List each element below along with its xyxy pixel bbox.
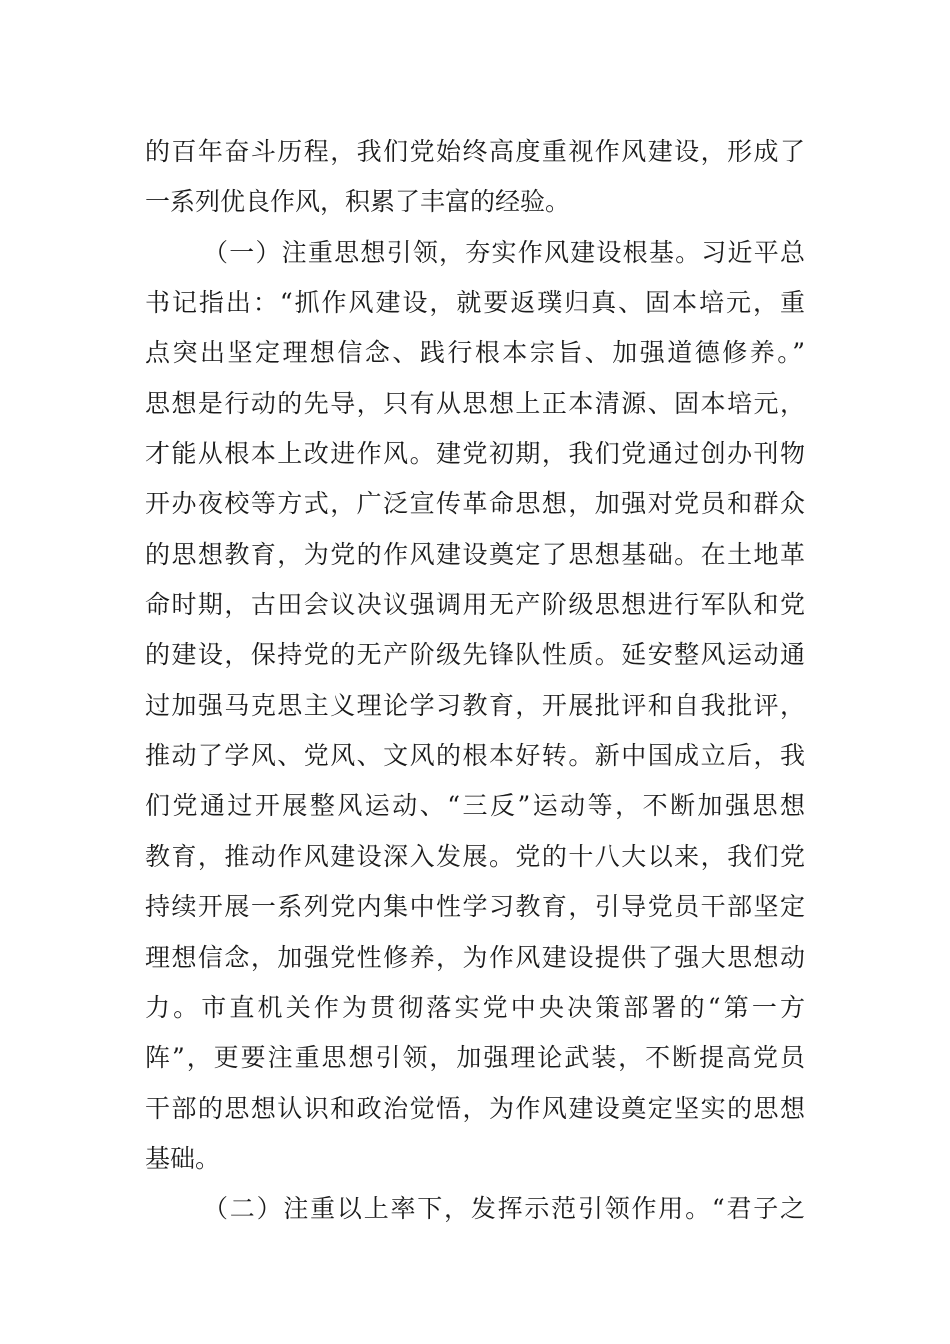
text-line: 的百年奋斗历程，我们党始终高度重视作风建设，形成了 xyxy=(145,137,805,166)
text-line: 们党通过开展整风运动、“三反”运动等，不断加强思想 xyxy=(145,791,805,821)
text-line: 阵”，更要注重思想引领，加强理论武装，不断提高党员 xyxy=(145,1043,805,1073)
text-line: 教育，推动作风建设深入发展。党的十八大以来，我们党 xyxy=(145,841,805,871)
text-line: 干部的思想认识和政治觉悟，为作风建设奠定坚实的思想 xyxy=(145,1093,805,1123)
section-heading-line: （二）注重以上率下，发挥示范引领作用。“君子之 xyxy=(203,1194,805,1224)
text-line: 的建设，保持党的无产阶级先锋队性质。延安整风运动通 xyxy=(145,640,805,670)
text-line: 推动了学风、党风、文风的根本好转。新中国成立后，我 xyxy=(145,741,805,771)
text-line: 理想信念，加强党性修养，为作风建设提供了强大思想动 xyxy=(145,942,805,972)
text-line: 的思想教育，为党的作风建设奠定了思想基础。在土地革 xyxy=(145,539,805,569)
text-line: 持续开展一系列党内集中性学习教育，引导党员干部坚定 xyxy=(145,892,805,922)
text-line: 才能从根本上改进作风。建党初期，我们党通过创办刊物 xyxy=(145,439,805,469)
text-line: 一系列优良作风，积累了丰富的经验。 xyxy=(145,187,571,217)
text-line: 思想是行动的先导，只有从思想上正本清源、固本培元， xyxy=(145,388,805,418)
text-line: 点突出坚定理想信念、践行根本宗旨、加强道德修养。” xyxy=(145,338,805,368)
text-line: 命时期，古田会议决议强调用无产阶级思想进行军队和党 xyxy=(145,590,805,620)
section-heading-line: （一）注重思想引领，夯实作风建设根基。习近平总 xyxy=(203,237,805,267)
text-line: 开办夜校等方式，广泛宣传革命思想，加强对党员和群众 xyxy=(145,489,805,519)
body-text xyxy=(145,127,805,1235)
text-line: 过加强马克思主义理论学习教育，开展批评和自我批评， xyxy=(145,690,805,720)
text-line: 力。市直机关作为贯彻落实党中央决策部署的“第一方 xyxy=(145,992,805,1022)
text-line: 基础。 xyxy=(145,1143,221,1173)
text-line: 书记指出：“抓作风建设，就要返璞归真、固本培元，重 xyxy=(145,288,805,318)
